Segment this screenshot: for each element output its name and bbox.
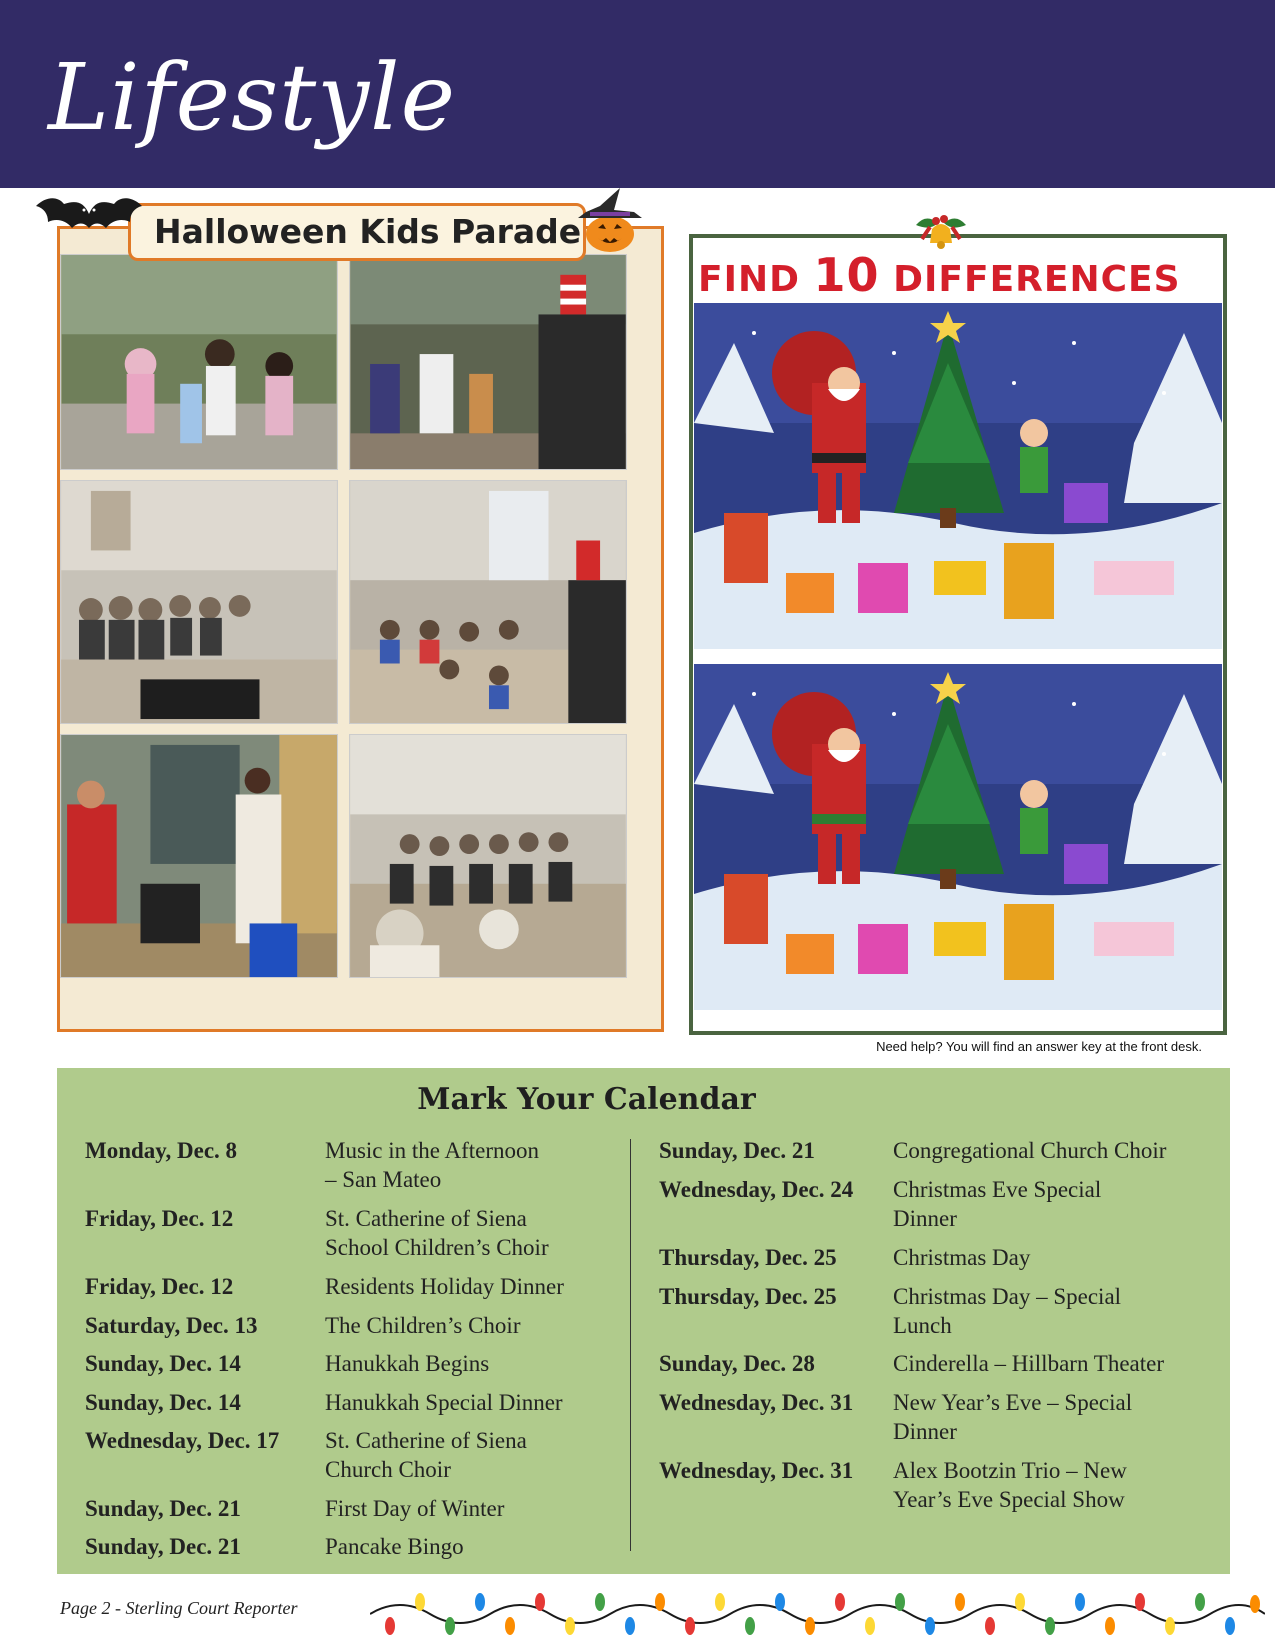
event-line: Music in the Afternoon xyxy=(325,1138,539,1163)
event-date: Friday, Dec. 12 xyxy=(85,1274,234,1299)
event-line: Lunch xyxy=(893,1313,952,1338)
photo-parade-outdoor xyxy=(60,254,338,470)
event-line: St. Catherine of Siena xyxy=(325,1428,527,1453)
event-name xyxy=(325,1426,527,1484)
find-differences-title xyxy=(698,248,1181,302)
event-line: Alex Bootzin Trio – New xyxy=(893,1458,1127,1483)
event-date: Wednesday, Dec. 31 xyxy=(659,1458,854,1483)
calendar-title: Mark Your Calendar xyxy=(417,1082,756,1117)
event-name: Cinderella – Hillbarn Theater xyxy=(893,1351,1165,1376)
event-date: Sunday, Dec. 14 xyxy=(85,1351,241,1376)
section-title: Lifestyle xyxy=(48,44,457,151)
answer-key-note: Need help? You will find an answer key at the front desk. xyxy=(876,1039,1202,1054)
event-line: Church Choir xyxy=(325,1457,451,1482)
string-lights-icon xyxy=(370,1584,1265,1644)
title-prefix: FIND xyxy=(698,259,800,300)
photo-costumes-entrance xyxy=(60,734,338,978)
event-line: – San Mateo xyxy=(325,1167,442,1192)
photo-residents-watching xyxy=(60,480,338,724)
event-name: Hanukkah Begins xyxy=(325,1351,490,1376)
event-date: Wednesday, Dec. 31 xyxy=(659,1390,854,1415)
event-date: Wednesday, Dec. 24 xyxy=(659,1177,854,1202)
event-line: Christmas Day – Special xyxy=(893,1284,1122,1309)
event-date: Saturday, Dec. 13 xyxy=(85,1313,258,1338)
puzzle-image-top xyxy=(694,303,1222,649)
event-name xyxy=(325,1204,549,1262)
event-date: Friday, Dec. 12 xyxy=(85,1206,234,1231)
photo-kids-seated-floor xyxy=(349,480,627,724)
event-date: Sunday, Dec. 14 xyxy=(85,1390,241,1415)
title-number: 10 xyxy=(813,248,880,302)
event-name xyxy=(893,1175,1101,1233)
event-line: New Year’s Eve – Special xyxy=(893,1390,1133,1415)
event-name xyxy=(325,1136,539,1194)
event-date: Wednesday, Dec. 17 xyxy=(85,1428,280,1453)
event-name: The Children’s Choir xyxy=(325,1313,521,1338)
event-line: School Children’s Choir xyxy=(325,1235,549,1260)
pumpkin-witch-hat-icon xyxy=(570,186,650,256)
event-line: Dinner xyxy=(893,1419,957,1444)
photo-audience-hall xyxy=(349,734,627,978)
event-name: Hanukkah Special Dinner xyxy=(325,1390,563,1415)
event-line: Dinner xyxy=(893,1206,957,1231)
page-footer: Page 2 - Sterling Court Reporter xyxy=(60,1598,298,1618)
event-date: Thursday, Dec. 25 xyxy=(659,1284,837,1309)
event-name xyxy=(893,1456,1127,1514)
event-date: Sunday, Dec. 21 xyxy=(85,1534,241,1559)
event-date: Sunday, Dec. 21 xyxy=(85,1496,241,1521)
event-name: Congregational Church Choir xyxy=(893,1138,1167,1163)
event-name xyxy=(893,1388,1132,1446)
event-line: Year’s Eve Special Show xyxy=(893,1487,1125,1512)
event-name xyxy=(893,1282,1121,1340)
event-date: Sunday, Dec. 28 xyxy=(659,1351,815,1376)
title-suffix: DIFFERENCES xyxy=(893,259,1181,300)
halloween-title: Halloween Kids Parade xyxy=(154,212,582,251)
event-name: Pancake Bingo xyxy=(325,1534,464,1559)
event-name: Residents Holiday Dinner xyxy=(325,1274,564,1299)
puzzle-image-bottom xyxy=(694,664,1222,1010)
event-name: First Day of Winter xyxy=(325,1496,505,1521)
bat-icon xyxy=(34,192,144,242)
event-date: Sunday, Dec. 21 xyxy=(659,1138,815,1163)
photo-parade-hallway xyxy=(349,254,627,470)
event-line: Christmas Eve Special xyxy=(893,1177,1102,1202)
holly-bell-icon xyxy=(908,205,974,253)
event-name: Christmas Day xyxy=(893,1245,1031,1270)
event-line: St. Catherine of Siena xyxy=(325,1206,527,1231)
calendar-divider xyxy=(630,1139,631,1551)
event-date: Thursday, Dec. 25 xyxy=(659,1245,837,1270)
event-date: Monday, Dec. 8 xyxy=(85,1138,238,1163)
